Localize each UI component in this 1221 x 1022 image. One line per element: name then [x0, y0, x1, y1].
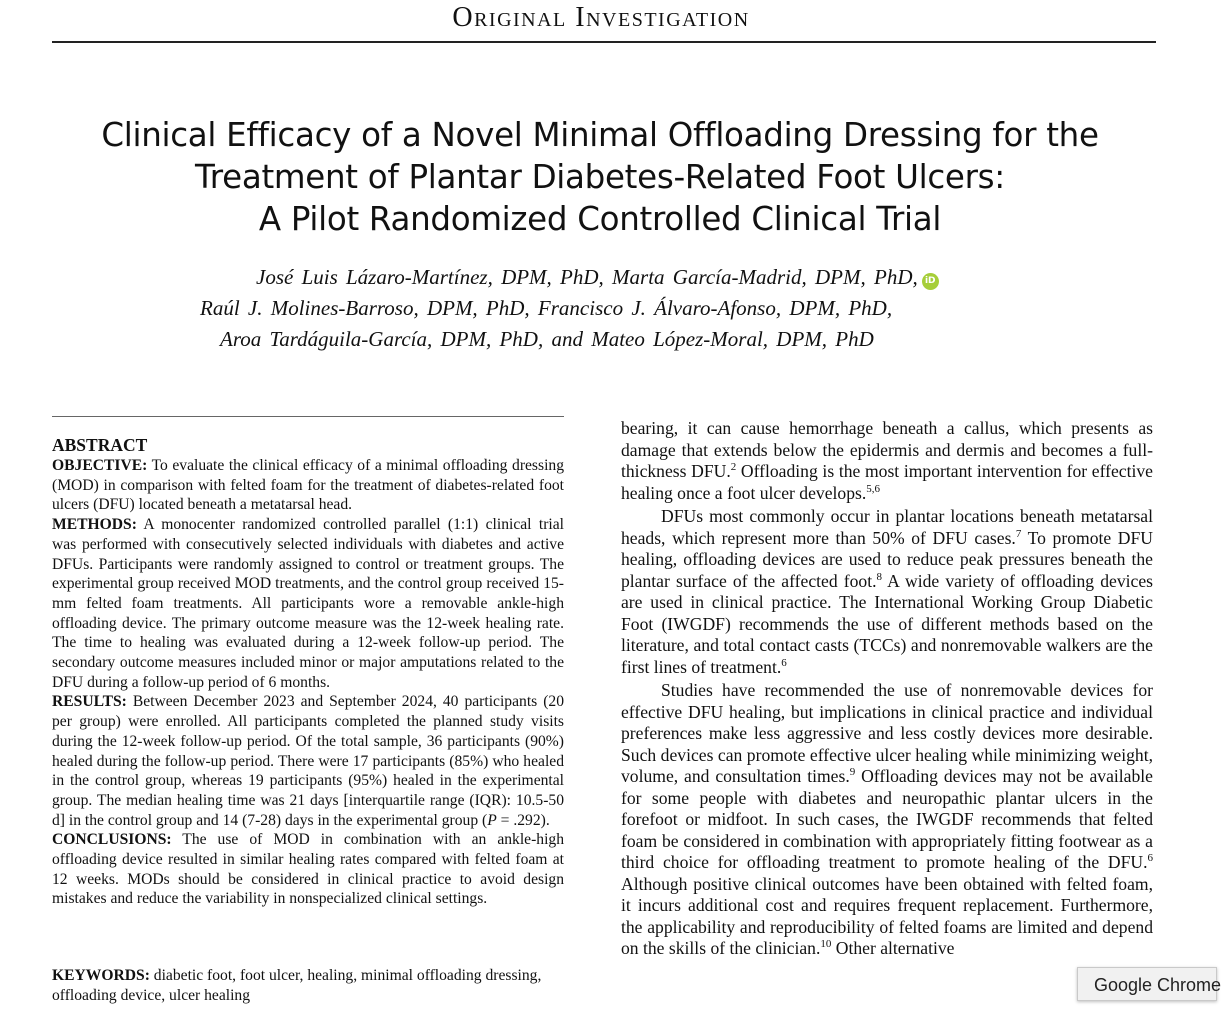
methods-label: METHODS: — [52, 516, 137, 534]
body-text: Offloading devices may not be available for some people with diabetes and neuropathic plantar ulcers in the forefoot or midfoot. In such cases, the IWGDF recommends that felted foam be considered in combination with appropriately fitting footwear as a third choice for offloading treatment to promote healing of the DFU. — [621, 766, 1153, 872]
body-paragraph-3 — [621, 680, 1153, 960]
methods-text: A monocenter randomized controlled parallel (1:1) clinical trial was performed with consecutively selected individuals with diabetes and active DFUs. Participants were randomly assigned to control or treatment groups. The experimental group received MOD treatments, and the control group received 15-mm felted foam treatments. All participants wore a removable ankle-high offloading device. The primary outcome measure was the 12-week healing rate. The time to healing was evaluated during a 12-week follow-up period. The secondary outcome measures included minor or major amputations related to the DFU during a follow-up period of 6 months. — [52, 516, 564, 691]
abstract-methods — [52, 515, 564, 692]
body-column-right — [621, 418, 1153, 960]
conclusions-text: The use of MOD in combination with an ankle-high offloading device resulted in similar healing rates compared with felted foam at 12 weeks. MODs should be considered in clinical practice to avoid design mistakes and reduce the variability in nonspecialized clinical settings. — [52, 831, 564, 908]
body-paragraph-2 — [621, 506, 1153, 678]
header-rule — [52, 41, 1156, 43]
body-text: Although positive clinical outcomes have been obtained with felted foam, it incurs additional cost and requires frequent replacement. Furthermore, the applicability and reproducibility of felted foams are limited and depend on the skills of the clinician. — [621, 873, 1153, 958]
body-paragraph-1 — [621, 418, 1153, 504]
abstract-conclusions — [52, 830, 564, 909]
section-heading-bar — [0, 0, 1200, 44]
body-text: Offloading is the most important intervention for effective healing once a foot ulcer develops. — [621, 461, 1153, 503]
abstract-objective — [52, 456, 564, 515]
abstract-heading: ABSTRACT — [52, 435, 148, 455]
tooltip-label: Google Chrome — [1094, 975, 1221, 995]
citation-ref[interactable]: 6 — [1147, 852, 1153, 865]
objective-text: To evaluate the clinical efficacy of a minimal offloading dressing (MOD) in comparison with felted foam for the treatment of diabetes-related foot ulcers (DFU) located beneath a metatarsal head. — [52, 457, 564, 514]
keywords-text: diabetic foot, foot ulcer, healing, minimal offloading dressing, offloading device, ulcer healing — [52, 967, 542, 1004]
citation-ref[interactable]: 6 — [781, 656, 787, 669]
body-text: DFUs most commonly occur in plantar locations beneath metatarsal heads, which represent more than 50% of DFU cases. — [621, 506, 1153, 548]
title-line-2: Treatment of Plantar Diabetes-Related Foot Ulcers: — [195, 158, 1005, 196]
citation-ref[interactable]: 9 — [849, 766, 856, 779]
keywords-block — [52, 966, 592, 1006]
author-line-3: Aroa Tardáguila-García, DPM, PhD, and Mateo López-Moral, DPM, PhD — [220, 327, 874, 351]
citation-ref[interactable]: 2 — [730, 461, 737, 474]
body-text: To promote DFU healing, offloading devices are used to reduce peak pressures beneath the plantar surface of the affected foot. — [621, 527, 1153, 591]
objective-label: OBJECTIVE: — [52, 457, 148, 474]
citation-ref[interactable]: 5,6 — [866, 482, 880, 495]
abstract-rule — [52, 416, 564, 417]
citation-ref[interactable]: 10 — [820, 938, 832, 951]
orcid-icon[interactable]: iD — [922, 273, 939, 290]
results-text-1: Between December 2023 and September 2024, 40 participants (20 per group) were enrolled. All participants completed the planned study visits during the 12-week follow-up period. Of the total sample, 36 participants (90%) healed during the follow-up period. There were 17 participants (85%) who healed in the control group, whereas 19 participants (95%) healed in the experimental group. The median healing time was 21 days [interquartile range (IQR): 10.5-50 d] in the control group and 14 (7-28) days in the experimental group ( — [52, 693, 564, 829]
abstract-results — [52, 692, 564, 830]
article-title — [30, 114, 1170, 240]
body-text: Studies have recommended the use of nonremovable devices for effective DFU healing, but implications in clinical practice and individual preferences make less aggressive and less costly devices more desirable. Such devices can promote effective ulcer healing while minimizing weight, volume, and consultation times. — [621, 680, 1153, 786]
title-line-1: Clinical Efficacy of a Novel Minimal Offloading Dressing for the — [101, 116, 1099, 154]
conclusions-label: CONCLUSIONS: — [52, 831, 172, 849]
section-heading: Original Investigation — [452, 2, 750, 33]
body-text: A wide variety of offloading devices are used in clinical practice. The International Working Group Diabetic Foot (IWGDF) recommends the use of different methods based on the literature, and total contact casts (TCCs) and nonremovable walkers are the first lines of treatment. — [621, 570, 1153, 677]
body-text: bearing, it can cause hemorrhage beneath a callus, which presents as damage that extends below the epidermis and dermis and becomes a full-thickness DFU. — [621, 418, 1153, 481]
author-line-1-text: José Luis Lázaro-Martínez, DPM, PhD, Marta García-Madrid, DPM, PhD, — [256, 265, 918, 289]
results-label: RESULTS: — [52, 693, 127, 711]
abstract-block — [52, 434, 564, 909]
app-tooltip — [1077, 967, 1221, 1001]
citation-ref[interactable]: 8 — [876, 570, 883, 583]
title-line-3: A Pilot Randomized Controlled Clinical Trial — [258, 200, 942, 238]
keywords-label: KEYWORDS: — [52, 967, 150, 984]
results-p-symbol: P — [487, 811, 497, 829]
author-line-1 — [256, 262, 939, 293]
citation-ref[interactable]: 7 — [1015, 527, 1022, 540]
body-text: Other alternative — [831, 938, 955, 958]
author-line-2: Raúl J. Molines-Barroso, DPM, PhD, Francisco J. Álvaro-Afonso, DPM, PhD, — [200, 296, 893, 320]
results-text-2: = .292). — [496, 811, 550, 829]
